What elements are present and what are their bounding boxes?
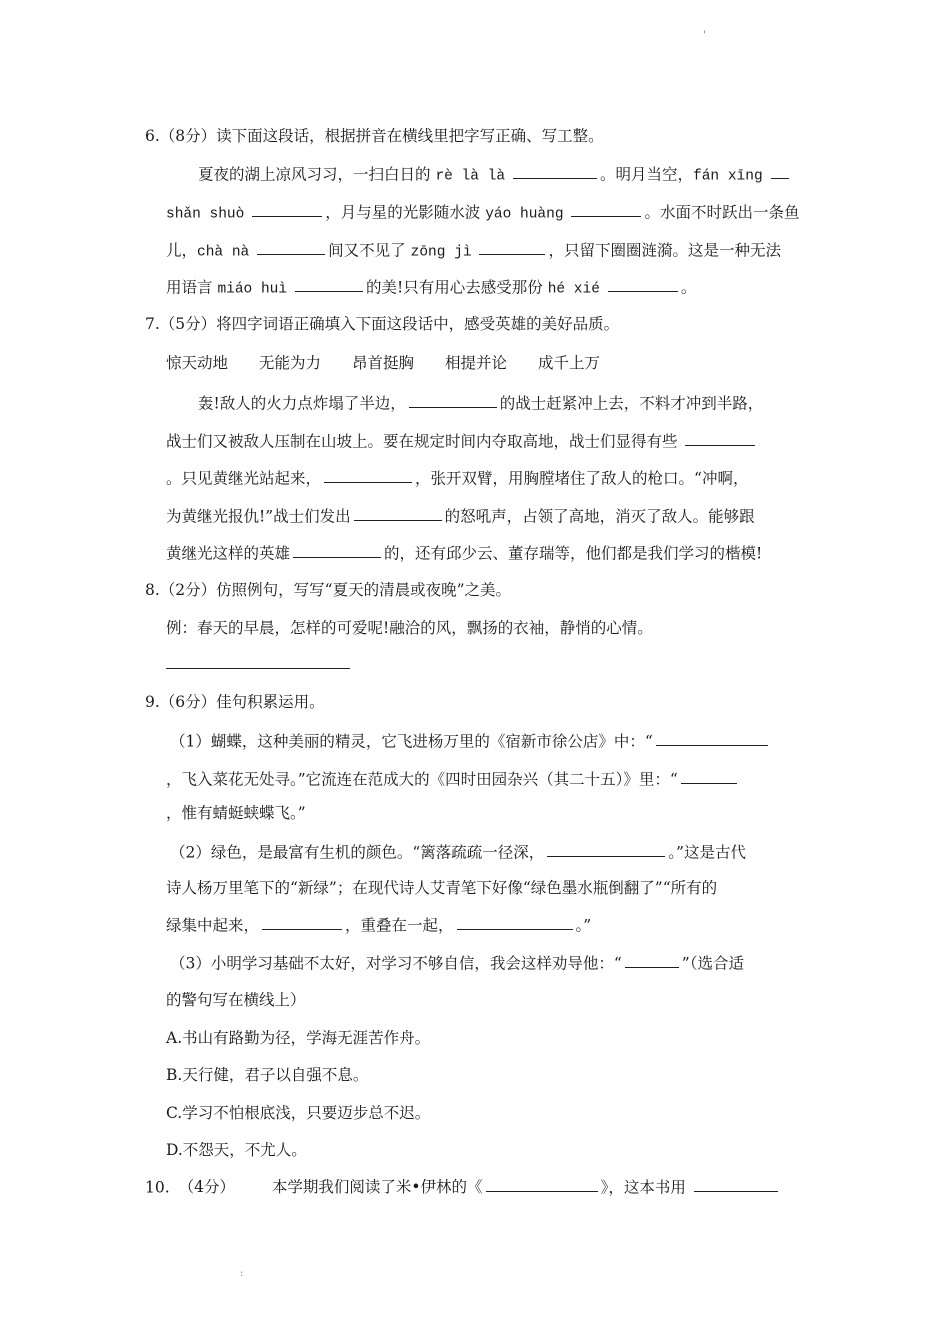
q6-text: 间又不见了 bbox=[328, 241, 406, 260]
pinyin: chà nà bbox=[197, 244, 250, 261]
q7-line-5 bbox=[166, 541, 762, 563]
q8-heading: 8.（2分）仿照例句，写写“夏天的清晨或夜晚”之美。 bbox=[145, 581, 511, 599]
q6-text: 儿， bbox=[166, 241, 198, 260]
q6-heading: 6.（8分）读下面这段话，根据拼音在横线里把字写正确、写工整。 bbox=[145, 127, 604, 145]
q9-text: （3）小明学习基础不太好，对学习不够自信，我会这样劝导他：“ bbox=[170, 954, 622, 973]
footer-mark: : bbox=[240, 1268, 244, 1279]
q9-text: ，重叠在一起， bbox=[345, 916, 454, 935]
q9-option-b: B.天行健，君子以自强不息。 bbox=[166, 1066, 369, 1084]
q7-heading: 7.（5分）将四字词语正确填入下面这段话中，感受英雄的美好品质。 bbox=[145, 315, 620, 333]
q9-item-1-line-2 bbox=[166, 767, 740, 789]
q6-line-3 bbox=[166, 238, 781, 260]
answer-blank[interactable] bbox=[293, 541, 381, 558]
answer-blank[interactable] bbox=[608, 275, 678, 292]
q8-example: 例：春天的早晨，怎样的可爱呢!融洽的风，飘扬的衣袖，静悄的心情。 bbox=[166, 619, 653, 637]
answer-blank[interactable] bbox=[324, 466, 412, 483]
q10-text: 》，这本书用 bbox=[600, 1178, 686, 1197]
word-option: 成千上万 bbox=[538, 354, 601, 372]
answer-blank[interactable] bbox=[354, 504, 442, 521]
q9-text: ”（选合适 bbox=[681, 954, 744, 973]
answer-blank[interactable] bbox=[262, 913, 342, 930]
q7-line-2 bbox=[166, 429, 758, 451]
q10-number: 10. bbox=[145, 1178, 170, 1197]
q9-item-1-line-1 bbox=[170, 729, 771, 751]
q7-text: 黄继光这样的英雄 bbox=[166, 544, 291, 563]
corner-mark: ' bbox=[703, 30, 706, 41]
q6-line-1 bbox=[198, 162, 792, 184]
pinyin: hé xié bbox=[547, 281, 600, 298]
q6-line-2 bbox=[166, 200, 800, 222]
answer-blank[interactable] bbox=[547, 840, 665, 857]
pinyin: rè là là bbox=[435, 168, 506, 185]
q9-item-3-line-2: 的警句写在横线上） bbox=[166, 991, 306, 1009]
answer-blank[interactable] bbox=[409, 391, 497, 408]
answer-blank[interactable] bbox=[685, 429, 755, 446]
q7-text: 的，还有邱少云、董存瑞等，他们都是我们学习的楷模! bbox=[384, 544, 763, 563]
answer-blank[interactable] bbox=[656, 729, 768, 746]
q6-text: ，只留下圈圈涟漪。这是一种无法 bbox=[548, 241, 781, 260]
word-option: 无能为力 bbox=[259, 354, 322, 372]
answer-blank[interactable] bbox=[694, 1175, 778, 1192]
answer-blank[interactable] bbox=[486, 1175, 598, 1192]
q7-line-3 bbox=[166, 466, 748, 488]
q6-text: ，月与星的光影随水波 bbox=[325, 203, 481, 222]
q9-text: ，飞入菜花无处寻。”它流连在范成大的《四时田园杂兴（其二十五）》里：“ bbox=[166, 770, 678, 789]
q6-text: 夏夜的湖上凉风习习，一扫白日的 bbox=[198, 165, 431, 184]
q9-option-a: A.书山有路勤为径，学海无涯苦作舟。 bbox=[166, 1029, 431, 1047]
q6-text: 。 bbox=[680, 278, 697, 297]
q9-option-d: D.不怨天，不尤人。 bbox=[166, 1141, 307, 1159]
answer-blank[interactable] bbox=[571, 200, 641, 217]
q9-item-2-line-1 bbox=[170, 840, 746, 862]
q6-text: 的美!只有用心去感受那份 bbox=[366, 278, 543, 297]
q7-text: 为黄继光报仇!”战士们发出 bbox=[166, 507, 351, 526]
q6-text: 用语言 bbox=[166, 278, 213, 297]
answer-blank[interactable] bbox=[625, 951, 679, 968]
q6-text: 。明月当空， bbox=[600, 165, 694, 184]
answer-blank[interactable] bbox=[295, 275, 363, 292]
q6-text: 。水面不时跃出一条鱼 bbox=[644, 203, 800, 222]
q10-text: 本学期我们阅读了米•伊林的《 bbox=[271, 1178, 483, 1197]
answer-blank[interactable] bbox=[771, 162, 789, 179]
answer-blank[interactable] bbox=[252, 200, 322, 217]
q9-heading: 9.（6分）佳句积累运用。 bbox=[145, 693, 325, 711]
q9-option-c: C.学习不怕根底浅，只要迈步总不迟。 bbox=[166, 1104, 431, 1122]
word-option: 惊天动地 bbox=[166, 354, 229, 372]
q10-line bbox=[145, 1175, 781, 1197]
pinyin: shǎn shuò bbox=[166, 206, 245, 223]
q8-answer-line[interactable] bbox=[166, 668, 350, 669]
q9-text: 。”这是古代 bbox=[668, 843, 746, 862]
q9-text: （1）蝴蝶，这种美丽的精灵，它飞进杨万里的《宿新市徐公店》中：“ bbox=[170, 732, 653, 751]
q7-line-1 bbox=[198, 391, 763, 413]
pinyin: yáo huàng bbox=[485, 206, 564, 223]
answer-blank[interactable] bbox=[457, 913, 573, 930]
q7-text: 的战士赶紧冲上去，不料才冲到半路， bbox=[499, 394, 764, 413]
q7-text: 轰!敌人的火力点炸塌了半边， bbox=[198, 394, 406, 413]
word-option: 相提并论 bbox=[445, 354, 508, 372]
q7-text: 。只见黄继光站起来， bbox=[166, 469, 322, 488]
q9-item-2-line-3 bbox=[166, 913, 591, 935]
q9-item-2-line-2: 诗人杨万里笔下的“新绿”；在现代诗人艾青笔下好像“绿色墨水瓶倒翻了”“所有的 bbox=[166, 879, 718, 897]
q9-text: （2）绿色，是最富有生机的颜色。“篱落疏疏一径深， bbox=[170, 843, 545, 862]
answer-blank[interactable] bbox=[681, 767, 737, 784]
q6-line-4 bbox=[166, 275, 696, 297]
q9-text: 绿集中起来， bbox=[166, 916, 260, 935]
q7-word-bank bbox=[166, 351, 600, 373]
pinyin: miáo huì bbox=[217, 281, 288, 298]
answer-blank[interactable] bbox=[257, 238, 325, 255]
q7-text: 的怒吼声，占领了高地，消灭了敌人。能够跟 bbox=[444, 507, 755, 526]
q9-item-1-line-3: ，惟有蜻蜓蛱蝶飞。” bbox=[166, 804, 306, 822]
answer-blank[interactable] bbox=[479, 238, 545, 255]
q9-text: 。” bbox=[575, 916, 592, 935]
q7-text: ，张开双臂，用胸膛堵住了敌人的枪口。“冲啊， bbox=[415, 469, 749, 488]
q9-item-3-line-1 bbox=[170, 951, 744, 973]
q7-text: 战士们又被敌人压制在山坡上。要在规定时间内夺取高地，战士们显得有些 bbox=[166, 432, 678, 451]
pinyin: fán xīng bbox=[693, 168, 763, 185]
answer-blank[interactable] bbox=[513, 162, 597, 179]
pinyin: zōng jì bbox=[410, 244, 472, 261]
word-option: 昂首挺胸 bbox=[352, 354, 415, 372]
q7-line-4 bbox=[166, 504, 755, 526]
q10-score: （4分） bbox=[178, 1178, 235, 1197]
